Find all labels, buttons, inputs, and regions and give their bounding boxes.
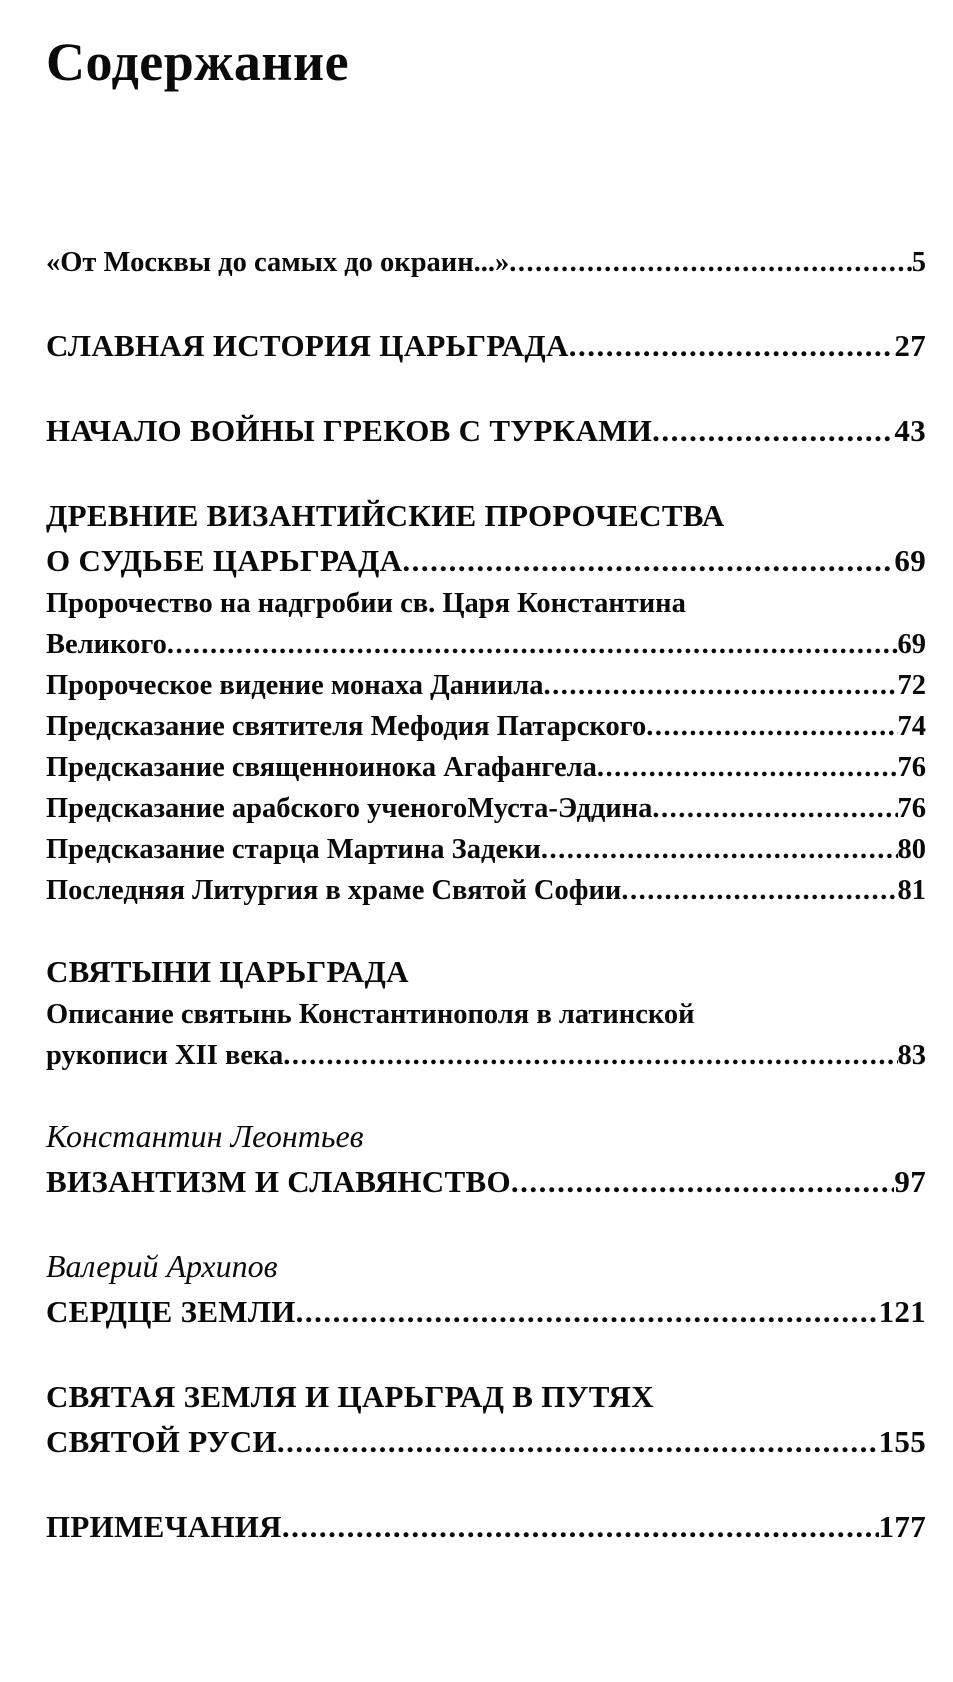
toc-entry-title: Предсказание священноинока Агафангела bbox=[46, 752, 597, 783]
dot-leader bbox=[646, 706, 897, 747]
toc-entry-title: рукописи XII века bbox=[46, 1040, 284, 1071]
toc-entry[interactable] bbox=[46, 870, 926, 911]
toc-entry-text: Описание святынь Константинополя в латинской bbox=[46, 999, 695, 1030]
dot-leader bbox=[569, 323, 895, 368]
toc-section bbox=[46, 1504, 926, 1549]
toc-page-number: 76 bbox=[897, 752, 926, 783]
toc-entry-title: Великого bbox=[46, 629, 167, 660]
toc-section bbox=[46, 323, 926, 368]
toc-entry[interactable] bbox=[46, 242, 926, 283]
toc-entry-title: «От Москвы до самых до окраин...» bbox=[46, 247, 510, 278]
dot-leader bbox=[296, 1289, 879, 1334]
toc-entry[interactable] bbox=[46, 323, 926, 368]
toc-page-number: 177 bbox=[878, 1509, 926, 1544]
toc-page-number: 83 bbox=[897, 1040, 926, 1071]
toc-entry-title: СЛАВНАЯ ИСТОРИЯ ЦАРЬГРАДА bbox=[46, 328, 569, 363]
toc-section bbox=[46, 408, 926, 453]
toc-author: Константин Леонтьев bbox=[46, 1118, 364, 1154]
toc-entry-title: ВИЗАНТИЗМ И СЛАВЯНСТВО bbox=[46, 1164, 511, 1199]
toc-entry-title: СВЯТОЙ РУСИ bbox=[46, 1424, 277, 1459]
toc-entry[interactable] bbox=[46, 408, 926, 453]
toc-section bbox=[46, 1244, 926, 1334]
toc-entry[interactable] bbox=[46, 706, 926, 747]
toc-entry[interactable] bbox=[46, 747, 926, 788]
toc-page-number: 43 bbox=[894, 413, 926, 448]
toc-entry-title: ПРИМЕЧАНИЯ bbox=[46, 1509, 282, 1544]
toc-page-number: 76 bbox=[897, 793, 926, 824]
toc-section bbox=[46, 949, 926, 1076]
dot-leader bbox=[652, 788, 897, 829]
toc-entry-title: Предсказание арабского ученогоМуста-Эддина bbox=[46, 793, 653, 824]
dot-leader bbox=[167, 624, 898, 665]
toc-entry[interactable] bbox=[46, 538, 926, 583]
toc-entry-title: НАЧАЛО ВОЙНЫ ГРЕКОВ С ТУРКАМИ bbox=[46, 413, 653, 448]
toc-page-number: 27 bbox=[894, 328, 926, 363]
toc-entry-title: Предсказание святителя Мефодия Патарского bbox=[46, 711, 647, 742]
toc-entry[interactable] bbox=[46, 665, 926, 706]
toc-page-number: 81 bbox=[897, 875, 926, 906]
toc-entry[interactable] bbox=[46, 1419, 926, 1464]
toc-page-number: 5 bbox=[911, 247, 926, 278]
dot-leader bbox=[543, 665, 897, 706]
toc-page-number: 121 bbox=[878, 1294, 926, 1329]
toc-section-heading: СВЯТЫНИ ЦАРЬГРАДА bbox=[46, 954, 409, 989]
toc-entry[interactable] bbox=[46, 788, 926, 829]
toc-page-number: 80 bbox=[897, 834, 926, 865]
dot-leader bbox=[597, 747, 898, 788]
toc-entry-title: СЕРДЦЕ ЗЕМЛИ bbox=[46, 1294, 296, 1329]
toc-section bbox=[46, 242, 926, 283]
toc-section bbox=[46, 1114, 926, 1204]
toc-entry[interactable] bbox=[46, 1035, 926, 1076]
toc-section bbox=[46, 1374, 926, 1464]
toc-page-number: 97 bbox=[894, 1164, 926, 1199]
dot-leader bbox=[402, 538, 894, 583]
dot-leader bbox=[277, 1419, 879, 1464]
toc-section-heading: ДРЕВНИЕ ВИЗАНТИЙСКИЕ ПРОРОЧЕСТВА bbox=[46, 498, 725, 533]
toc-list bbox=[46, 242, 926, 1587]
toc-entry[interactable] bbox=[46, 829, 926, 870]
toc-entry[interactable] bbox=[46, 1159, 926, 1204]
toc-page-number: 155 bbox=[878, 1424, 926, 1459]
toc-author: Валерий Архипов bbox=[46, 1248, 278, 1284]
toc-entry-title: О СУДЬБЕ ЦАРЬГРАДА bbox=[46, 543, 403, 578]
toc-entry[interactable] bbox=[46, 1504, 926, 1549]
dot-leader bbox=[652, 408, 894, 453]
toc-entry[interactable] bbox=[46, 624, 926, 665]
dot-leader bbox=[541, 829, 898, 870]
toc-page-number: 74 bbox=[897, 711, 926, 742]
toc-entry-title: Последняя Литургия в храме Святой Софии bbox=[46, 875, 622, 906]
toc-entry-text: Пророчество на надгробии св. Царя Константина bbox=[46, 588, 686, 619]
toc-entry-title: Предсказание старца Мартина Задеки bbox=[46, 834, 541, 865]
dot-leader bbox=[511, 1159, 895, 1204]
toc-page-number: 72 bbox=[897, 670, 926, 701]
toc-page-number: 69 bbox=[894, 543, 926, 578]
toc-entry-title: Пророческое видение монаха Даниила bbox=[46, 670, 544, 701]
page-title: Содержание bbox=[46, 32, 350, 92]
dot-leader bbox=[282, 1504, 879, 1549]
toc-section bbox=[46, 493, 926, 911]
toc-entry[interactable] bbox=[46, 1289, 926, 1334]
dot-leader bbox=[509, 242, 911, 283]
toc-section-heading: СВЯТАЯ ЗЕМЛЯ И ЦАРЬГРАД В ПУТЯХ bbox=[46, 1379, 654, 1414]
toc-page-number: 69 bbox=[897, 629, 926, 660]
dot-leader bbox=[621, 870, 897, 911]
dot-leader bbox=[283, 1035, 897, 1076]
